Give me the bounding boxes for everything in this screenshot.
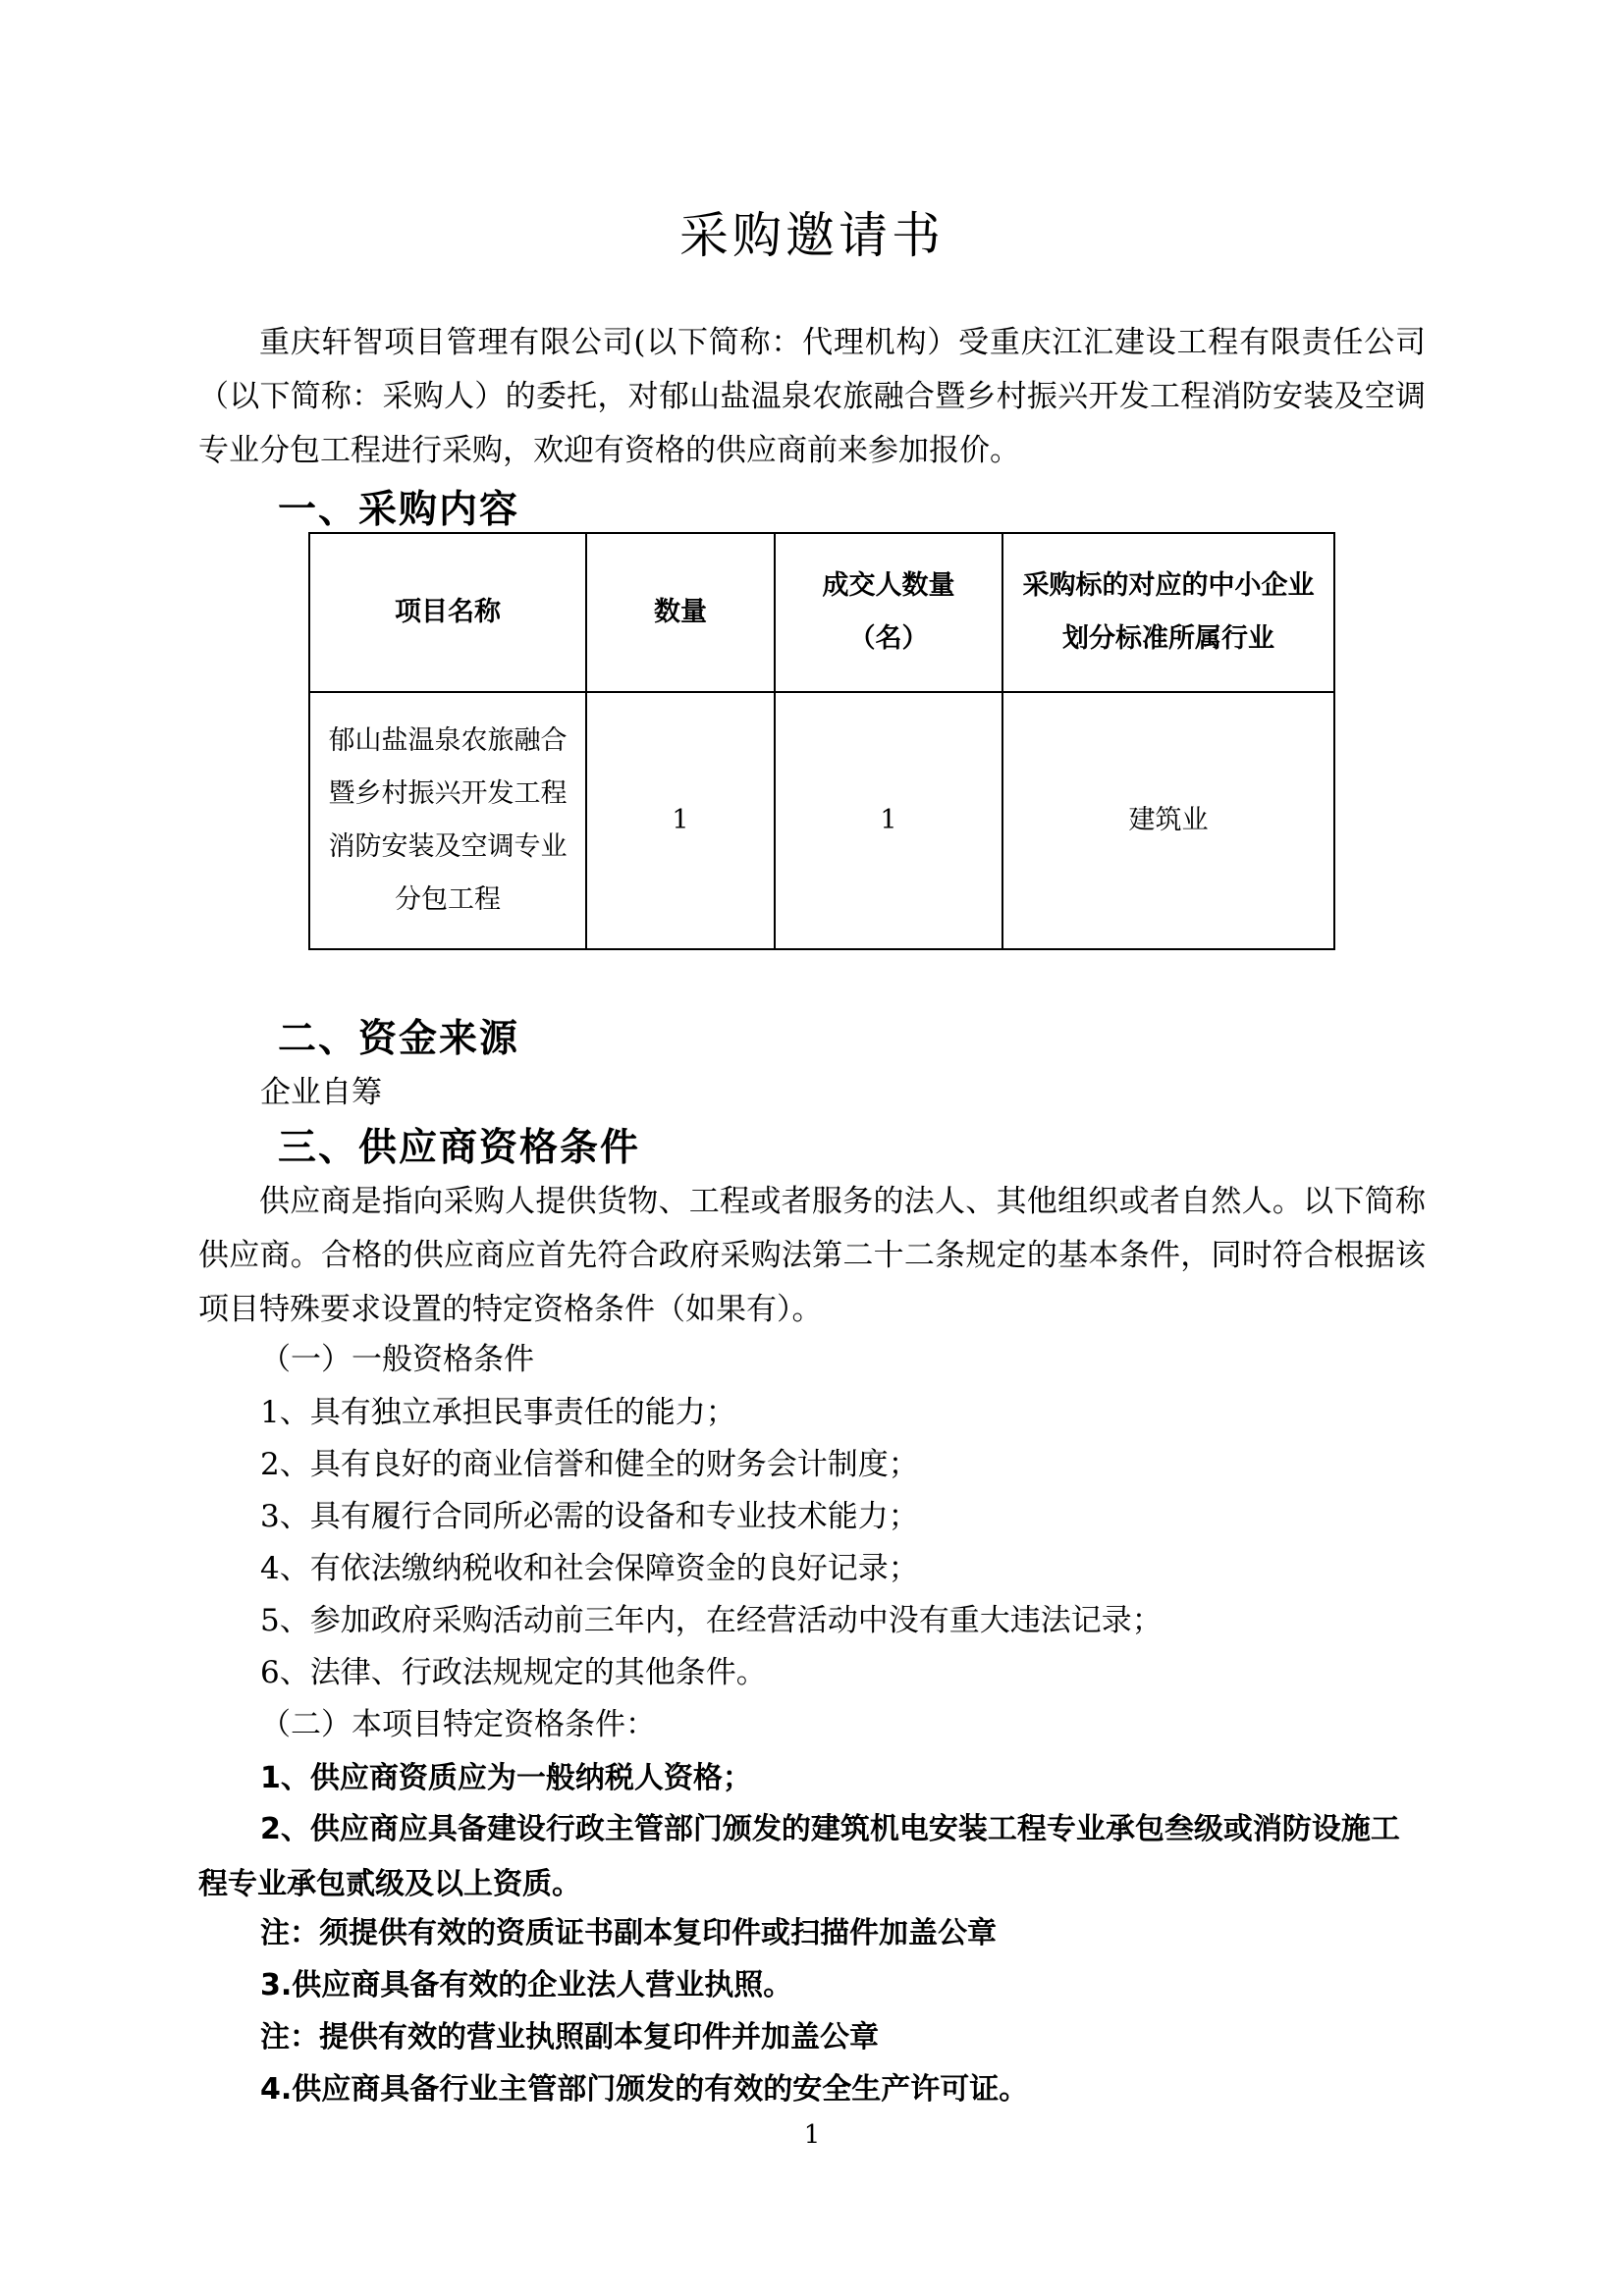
general-conditions-heading: （一）一般资格条件 [260, 1342, 534, 1377]
table-row [309, 692, 1334, 949]
specific-condition-item: 2、供应商应具备建设行政主管部门颁发的建筑机电安装工程专业承包叁级或消防设施工程专业承包贰级及以上资质。 [198, 1812, 1400, 1901]
general-condition-item: 6、法律、行政法规规定的其他条件。 [260, 1655, 767, 1690]
license-note: 注：提供有效的营业执照副本复印件并加盖公章 [260, 2020, 879, 2055]
specific-conditions-heading: （二）本项目特定资格条件： [260, 1707, 656, 1742]
intro-paragraph: 重庆轩智项目管理有限公司(以下简称：代理机构）受重庆江汇建设工程有限责任公司 （以下简称：采购人）的委托，对郁山盐温泉农旅融合暨乡村振兴开发工程消防安装及空调专业分包工程进行采购，欢迎有资格的供应商前来参加报价。 [198, 325, 1426, 468]
funding-source-text: 企业自筹 [260, 1075, 382, 1110]
general-condition-item: 4、有依法缴纳税收和社会保障资金的良好记录； [260, 1551, 919, 1586]
general-condition-item: 1、具有独立承担民事责任的能力； [260, 1395, 736, 1430]
qualification-note: 注：须提供有效的资质证书副本复印件或扫描件加盖公章 [260, 1916, 997, 1950]
specific-condition-item: 1、供应商资质应为一般纳税人资格； [260, 1761, 752, 1795]
table-cell-project-name: 郁山盐温泉农旅融合暨乡村振兴开发工程消防安装及空调专业分包工程 [309, 692, 586, 949]
section3-heading: 三、供应商资格条件 [278, 1126, 641, 1170]
table-header-row [309, 533, 1334, 692]
table-header-cell: 成交人数量（名） [775, 533, 1002, 692]
general-condition-item: 3、具有履行合同所必需的设备和专业技术能力； [260, 1499, 919, 1534]
section1-heading: 一、采购内容 [278, 488, 520, 532]
general-condition-item: 2、具有良好的商业信誉和健全的财务会计制度； [260, 1447, 919, 1482]
table-header-cell: 项目名称 [309, 533, 586, 692]
table-cell-industry: 建筑业 [1002, 692, 1334, 949]
table-header-cell: 采购标的对应的中小企业划分标准所属行业 [1002, 533, 1334, 692]
procurement-table [308, 532, 1335, 950]
table-cell-quantity: 1 [586, 692, 775, 949]
document-title: 采购邀请书 [679, 207, 945, 264]
general-condition-item: 5、参加政府采购活动前三年内，在经营活动中没有重大违法记录； [260, 1603, 1163, 1638]
specific-condition-item: 4.供应商具备行业主管部门颁发的有效的安全生产许可证。 [260, 2072, 1029, 2107]
section2-heading: 二、资金来源 [278, 1017, 520, 1061]
page-number: 1 [803, 2120, 821, 2150]
table-cell-winner-count: 1 [775, 692, 1002, 949]
specific-condition-item: 3.供应商具备有效的企业法人营业执照。 [260, 1968, 793, 2002]
supplier-definition-paragraph: 供应商是指向采购人提供货物、工程或者服务的法人、其他组织或者自然人。以下简称供应商。合格的供应商应首先符合政府采购法第二十二条规定的基本条件，同时符合根据该项目特殊要求设置的特定资格条件（如果有）。 [198, 1184, 1426, 1327]
table-header-cell: 数量 [586, 533, 775, 692]
